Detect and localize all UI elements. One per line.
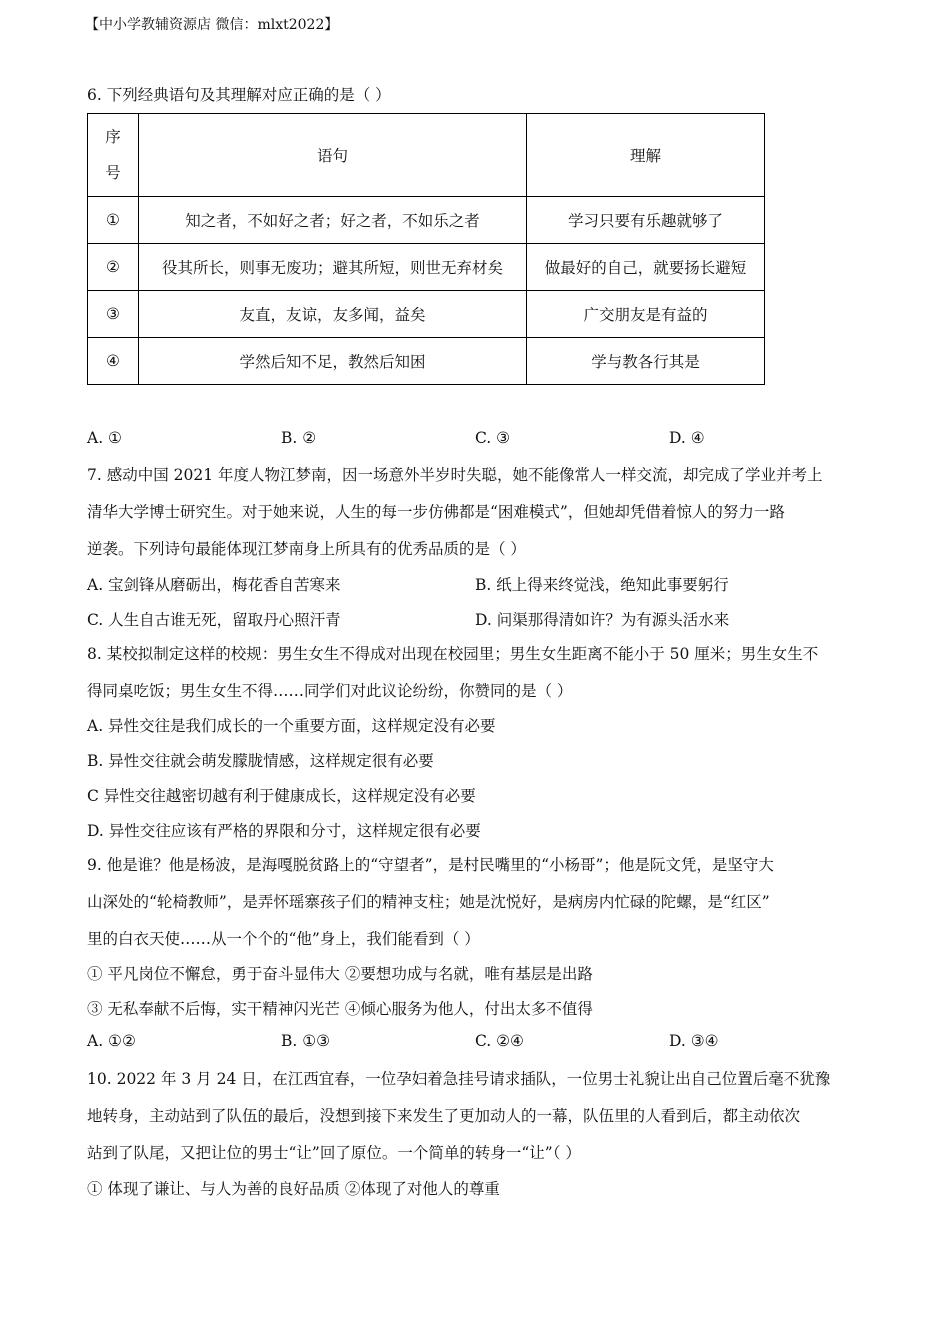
- row-understanding: 学与教各行其是: [527, 338, 765, 385]
- q6-table: [87, 113, 765, 385]
- q9-option-d[interactable]: D. ③④: [669, 1032, 719, 1050]
- q10-statement-line: ① 体现了谦让、与人为善的良好品质 ②体现了对他人的尊重: [87, 1180, 500, 1198]
- row-sentence: 友直，友谅，友多闻，益矣: [139, 291, 527, 338]
- q10-line: 地转身，主动站到了队伍的最后，没想到接下来发生了更加动人的一幕，队伍里的人看到后，都主动依次: [87, 1107, 801, 1125]
- q7-line: 清华大学博士研究生。对于她来说，人生的每一步仿佛都是“困难模式”，但她却凭借着惊人的努力一路: [87, 503, 785, 521]
- row-understanding: 广交朋友是有益的: [527, 291, 765, 338]
- q7-option-d[interactable]: D. 问渠那得清如许？为有源头活水来: [475, 611, 730, 629]
- row-sentence: 学然后知不足，教然后知困: [139, 338, 527, 385]
- q9-statement-line: ① 平凡岗位不懈怠，勇于奋斗显伟大 ②要想功成与名就，唯有基层是出路: [87, 965, 593, 983]
- watermark-header: 【中小学教辅资源店 微信：mlxt2022】: [85, 17, 339, 33]
- row-sentence: 知之者，不如好之者；好之者，不如乐之者: [139, 197, 527, 244]
- q6-option-b[interactable]: B. ②: [281, 429, 317, 447]
- q7-option-b[interactable]: B. 纸上得来终觉浅，绝知此事要躬行: [475, 576, 729, 594]
- table-header-row: [88, 114, 765, 197]
- q6-option-a[interactable]: A. ①: [87, 429, 122, 447]
- q8-option-d[interactable]: D. 异性交往应该有严格的界限和分寸，这样规定很有必要: [87, 822, 481, 840]
- q8-option-b[interactable]: B. 异性交往就会萌发朦胧情感，这样规定很有必要: [87, 752, 434, 770]
- table-row: [88, 338, 765, 385]
- q10-line: 站到了队尾，又把让位的男士“让”回了原位。一个简单的转身一“让”（ ）: [87, 1144, 581, 1162]
- row-number: ②: [88, 244, 139, 291]
- table-row: [88, 197, 765, 244]
- q9-line: 里的白衣天使……从一个个的“他”身上，我们能看到（ ）: [87, 930, 480, 948]
- q9-statement-line: ③ 无私奉献不后悔，实干精神闪光芒 ④倾心服务为他人，付出太多不值得: [87, 1000, 593, 1018]
- q9-line: 山深处的“轮椅教师”，是弄怀瑶寨孩子们的精神支柱；她是沈悦好，是病房内忙碌的陀螺，是“红区”: [87, 893, 770, 911]
- q8-line: 8. 某校拟制定这样的校规：男生女生不得成对出现在校园里；男生女生距离不能小于 50 厘米；男生女生不: [87, 645, 819, 663]
- row-understanding: 学习只要有乐趣就够了: [527, 197, 765, 244]
- q7-line: 7. 感动中国 2021 年度人物江梦南，因一场意外半岁时失聪，她不能像常人一样交流，却完成了学业并考上: [87, 466, 823, 484]
- q9-line: 9. 他是谁？他是杨波，是海嘎脱贫路上的“守望者”，是村民嘴里的“小杨哥”；他是阮文凭，是坚守大: [87, 856, 774, 874]
- q6-option-d[interactable]: D. ④: [669, 429, 705, 447]
- q8-line: 得同桌吃饭；男生女生不得……同学们对此议论纷纷，你赞同的是（ ）: [87, 682, 573, 700]
- header-number: 序 号: [88, 114, 139, 197]
- table-row: [88, 291, 765, 338]
- q7-option-a[interactable]: A. 宝剑锋从磨砺出，梅花香自苦寒来: [87, 576, 341, 594]
- q8-option-a[interactable]: A. 异性交往是我们成长的一个重要方面，这样规定没有必要: [87, 717, 496, 735]
- q9-option-b[interactable]: B. ①③: [281, 1032, 331, 1050]
- row-sentence: 役其所长，则事无废功；避其所短，则世无弃材矣: [139, 244, 527, 291]
- q9-option-c[interactable]: C. ②④: [475, 1032, 524, 1050]
- q9-option-a[interactable]: A. ①②: [87, 1032, 136, 1050]
- row-number: ③: [88, 291, 139, 338]
- row-number: ④: [88, 338, 139, 385]
- row-understanding: 做最好的自己，就要扬长避短: [527, 244, 765, 291]
- header-understanding: 理解: [527, 114, 765, 197]
- q7-line: 逆袭。下列诗句最能体现江梦南身上所具有的优秀品质的是（ ）: [87, 540, 526, 558]
- q6-option-c[interactable]: C. ③: [475, 429, 511, 447]
- header-sentence: 语句: [139, 114, 527, 197]
- table-row: [88, 244, 765, 291]
- q7-option-c[interactable]: C. 人生自古谁无死，留取丹心照汗青: [87, 611, 341, 629]
- row-number: ①: [88, 197, 139, 244]
- q8-option-c[interactable]: C 异性交往越密切越有利于健康成长，这样规定没有必要: [87, 787, 476, 805]
- q10-line: 10. 2022 年 3 月 24 日，在江西宜春，一位孕妇着急挂号请求插队，一位男士礼貌让出自己位置后毫不犹豫: [87, 1070, 831, 1088]
- q6-stem: 6. 下列经典语句及其理解对应正确的是（ ）: [87, 86, 391, 104]
